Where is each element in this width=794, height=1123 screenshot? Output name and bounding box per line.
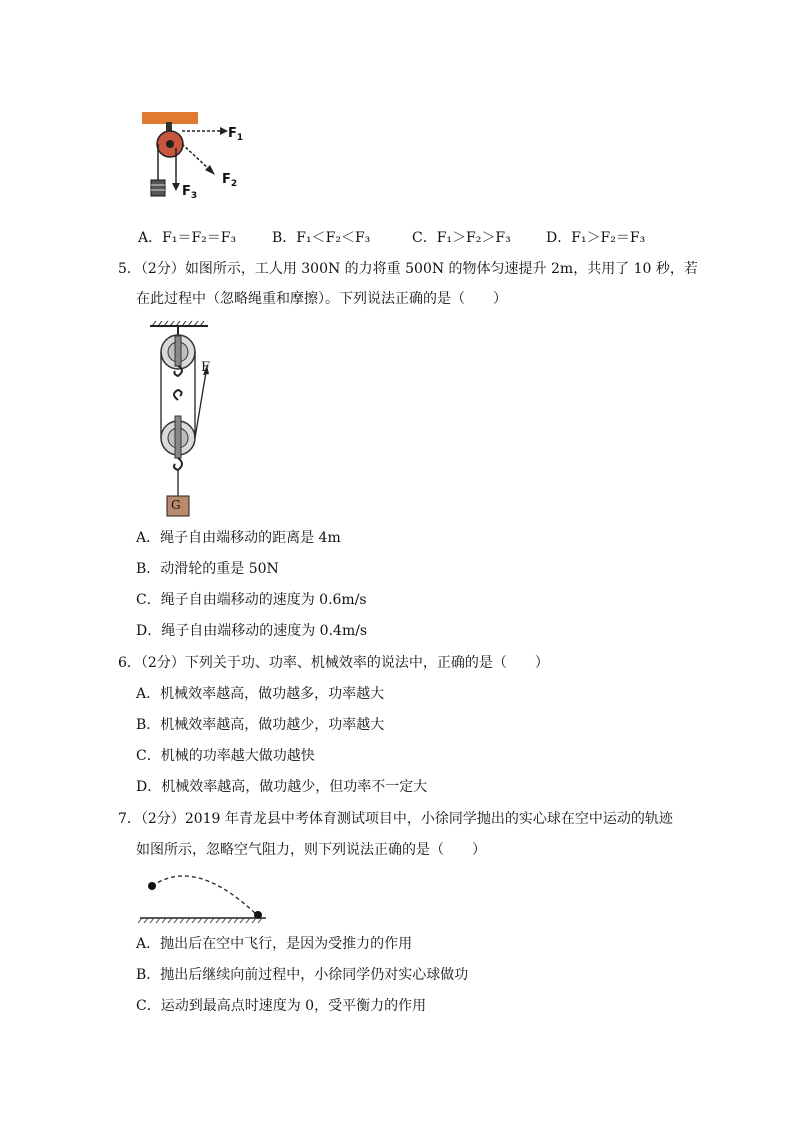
fixed-pulley-diagram [138, 108, 258, 208]
pulley-axle [166, 140, 174, 148]
q6-option-d[interactable]: D．机械效率越高，做功越少，但功率不一定大 [136, 779, 428, 795]
ball-start [148, 882, 156, 890]
q6-stem: 6．（2分）下列关于功、功率、机械效率的说法中，正确的是（ ） [118, 655, 549, 671]
rope-free-end [195, 372, 206, 438]
q4-option-c[interactable]: C．F₁＞F₂＞F₃ [412, 230, 511, 246]
q6-option-c[interactable]: C．机械的功率越大做功越快 [136, 748, 315, 764]
pulley-block-figure [148, 320, 228, 520]
q5-option-d[interactable]: D．绳子自由端移动的速度为 0.4m/s [136, 623, 368, 639]
q7-stem-line2: 如图所示，忽略空气阻力，则下列说法正确的是（ ） [136, 842, 486, 858]
f2-arrow [182, 144, 210, 170]
ball-trajectory [152, 876, 258, 916]
q5-option-c[interactable]: C．绳子自由端移动的速度为 0.6m/s [136, 592, 367, 608]
weight-label: G [171, 498, 181, 512]
q6-option-a[interactable]: A．机械效率越高，做功越多，功率越大 [136, 686, 385, 702]
pulley-block-diagram [148, 320, 228, 520]
f3-label: $F_3$ [182, 184, 198, 201]
fixed-pulley-figure [138, 108, 258, 208]
q5-stem-line1: 5．（2分）如图所示，工人用 300N 的力将重 500N 的物体匀速提升 2m，共用了 10 秒，若 [118, 261, 698, 277]
force-label: F [201, 360, 211, 375]
q4-option-b[interactable]: B．F₁＜F₂＜F₃ [272, 230, 371, 246]
q7-option-b[interactable]: B．抛出后继续向前过程中，小徐同学仍对实心球做功 [136, 967, 469, 983]
trajectory-figure [136, 866, 276, 926]
f2-label: $F_2$ [222, 172, 238, 189]
q4-option-d[interactable]: D．F₁＞F₂＝F₃ [546, 230, 646, 246]
q7-option-c[interactable]: C．运动到最高点时速度为 0，受平衡力的作用 [136, 998, 427, 1014]
f1-label: $F_1$ [228, 126, 244, 143]
q7-option-a[interactable]: A．抛出后在空中飞行，是因为受推力的作用 [136, 936, 413, 952]
trajectory-diagram [136, 866, 276, 926]
hanging-weight [151, 180, 165, 196]
q4-option-a[interactable]: A．F₁＝F₂＝F₃ [138, 230, 237, 246]
q5-stem-line2: 在此过程中（忽略绳重和摩擦）。下列说法正确的是（ ） [136, 291, 507, 307]
q5-option-b[interactable]: B．动滑轮的重是 50N [136, 561, 279, 577]
q7-stem-line1: 7．（2分）2019 年青龙县中考体育测试项目中，小徐同学抛出的实心球在空中运动的轨迹 [118, 811, 673, 827]
q5-option-a[interactable]: A．绳子自由端移动的距离是 4m [136, 530, 341, 546]
q6-option-b[interactable]: B．机械效率越高，做功越少，功率越大 [136, 717, 385, 733]
